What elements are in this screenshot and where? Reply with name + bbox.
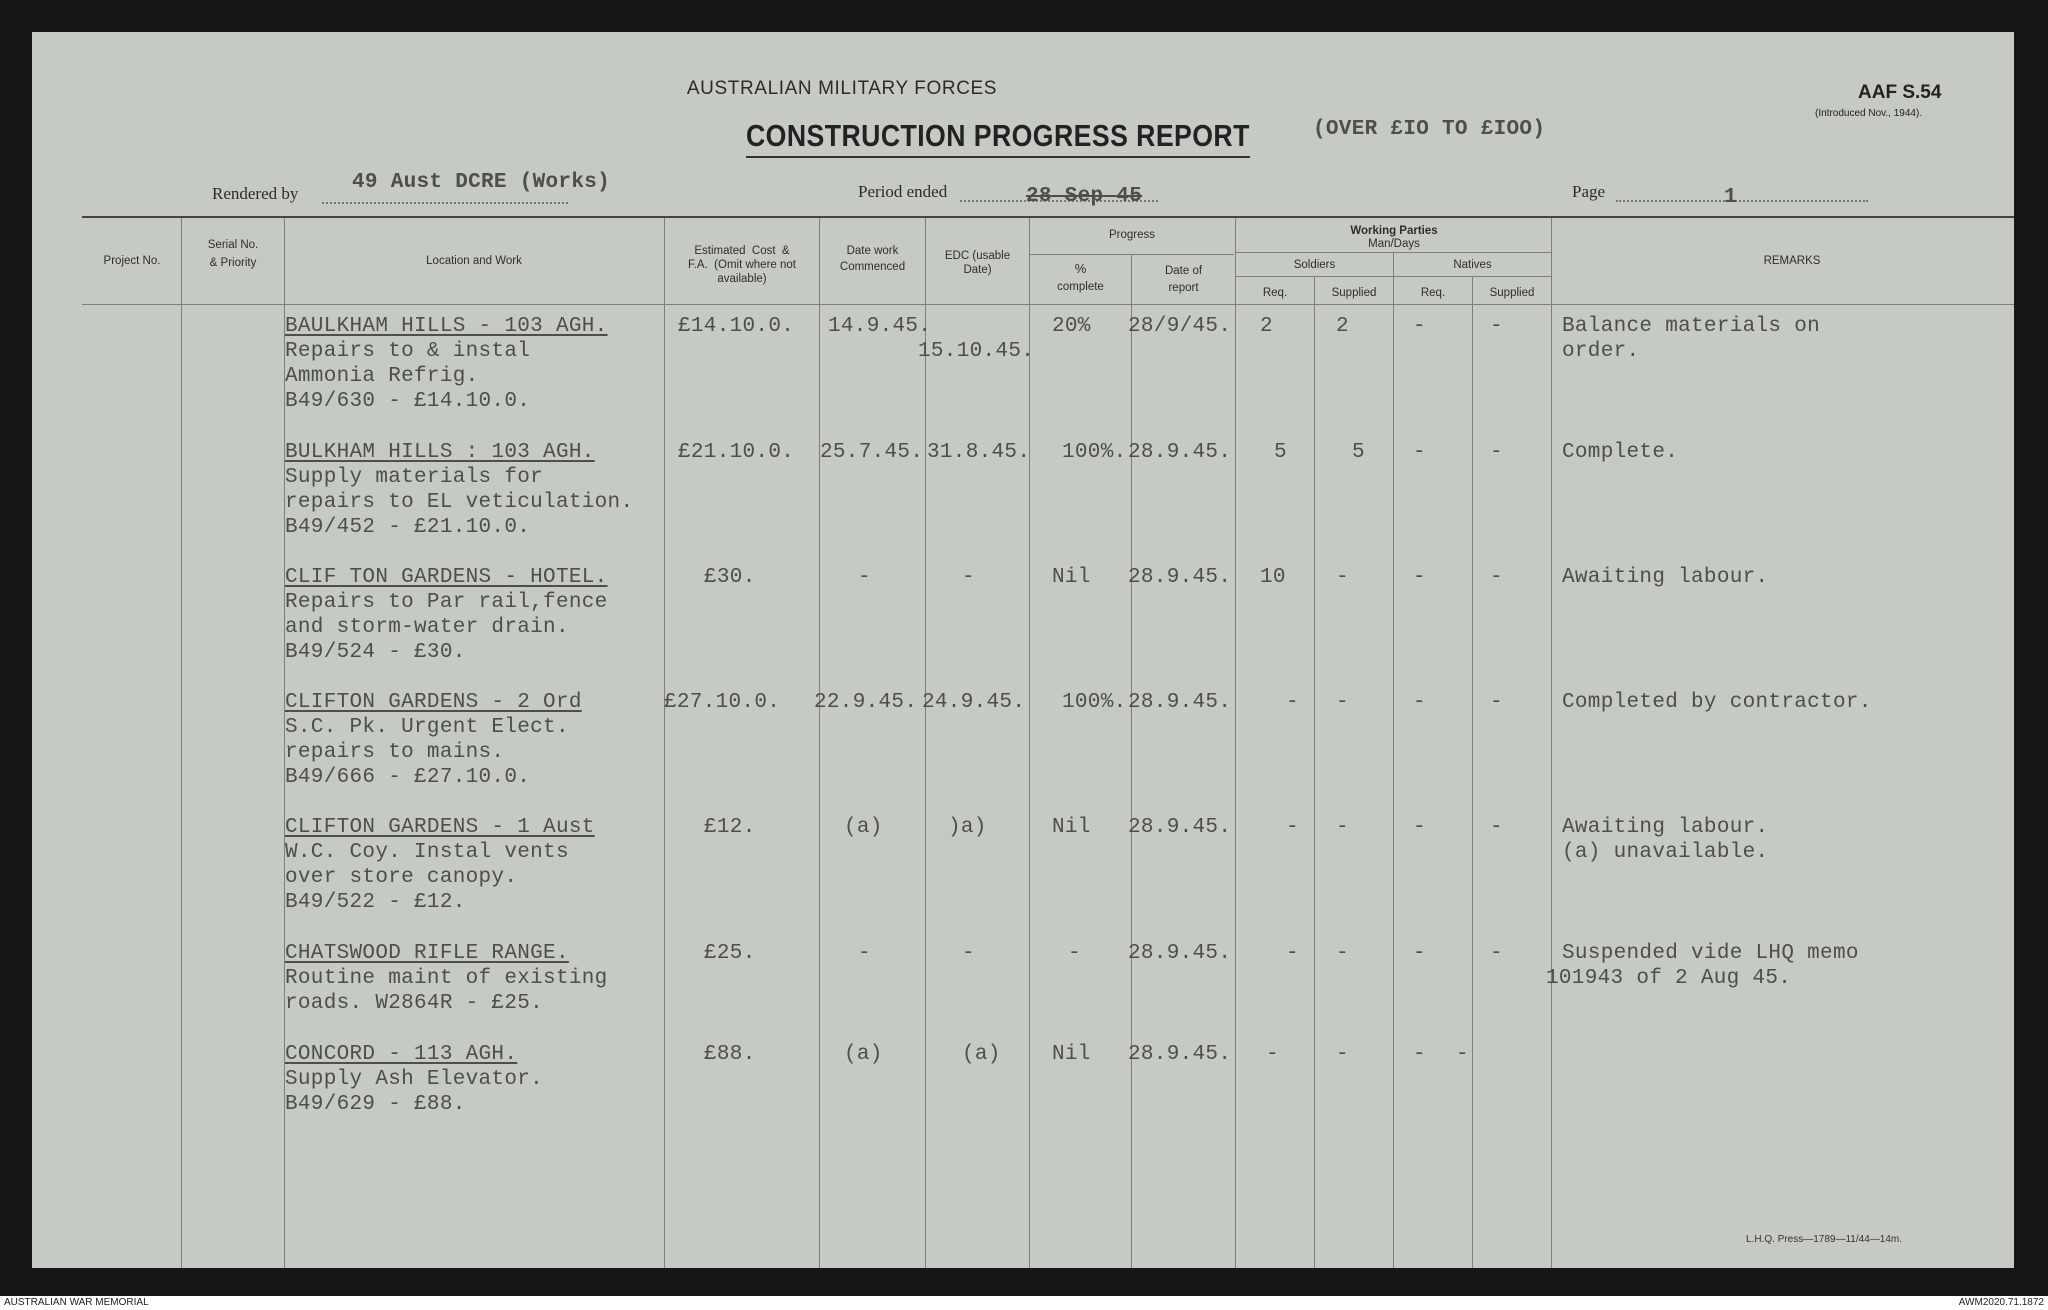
natives-supplied: -: [1490, 816, 1503, 839]
col-header-est-3: available): [717, 273, 767, 285]
header-bottom-rule: [82, 304, 2014, 305]
location-line: Ammonia Refrig.: [285, 365, 479, 388]
natives-req: -: [1413, 315, 1426, 338]
col-header-location: Location and Work: [426, 255, 522, 267]
soldiers-natives-rule: [1236, 276, 1552, 277]
soldiers-supplied: -: [1336, 691, 1349, 714]
estimated-cost: £27.10.0.: [664, 691, 781, 714]
form-sheet: [32, 32, 2014, 1268]
table-top-rule: [82, 216, 2014, 218]
soldiers-supplied: 2: [1336, 315, 1349, 338]
col-header-pct-2: complete: [1057, 281, 1104, 293]
page-value: 1: [1724, 186, 1737, 209]
location-line: roads. W2864R - £25.: [285, 992, 544, 1015]
col-line-3: [664, 218, 665, 1268]
col-header-serial-2: & Priority: [209, 257, 257, 269]
printer-imprint: L.H.Q. Press—1789—11/44—14m.: [1746, 1234, 1902, 1245]
natives-req: -: [1413, 816, 1426, 839]
location-line: Repairs to & instal: [285, 340, 531, 363]
date-commenced: (a): [844, 1043, 883, 1066]
location-line: Supply Ash Elevator.: [285, 1068, 544, 1091]
location-line: and storm-water drain.: [285, 616, 569, 639]
progress-rule: [1030, 254, 1234, 255]
soldiers-supplied: -: [1336, 816, 1349, 839]
col-header-soldiers-req: Req.: [1262, 287, 1288, 299]
location-heading: CLIFTON GARDENS - 2 Ord: [285, 691, 582, 714]
col-header-remarks: REMARKS: [1763, 255, 1821, 267]
rendered-by-value: 49 Aust DCRE (Works): [352, 171, 611, 194]
page-label: Page: [1572, 182, 1606, 201]
col-header-natives: Natives: [1453, 259, 1492, 271]
col-header-working-parties-1: Working Parties: [1350, 225, 1438, 237]
edc-date: (a): [962, 1043, 1001, 1066]
col-header-date-2: report: [1168, 282, 1199, 294]
natives-supplied: -: [1456, 1043, 1469, 1066]
org-name: AUSTRALIAN MILITARY FORCES: [686, 78, 998, 99]
location-line: Supply materials for: [285, 466, 544, 489]
col-line-4: [819, 218, 820, 1268]
natives-req: -: [1413, 691, 1426, 714]
remarks-line: Balance materials on: [1562, 315, 1821, 338]
remarks-line: Complete.: [1562, 441, 1679, 464]
archive-accession: AWM2020.71.1872: [1958, 1297, 2044, 1308]
remarks-line: Awaiting labour.: [1562, 566, 1769, 589]
location-heading: BAULKHAM HILLS - 103 AGH.: [285, 315, 608, 338]
location-line: B49/629 - £88.: [285, 1093, 466, 1116]
location-line: W.C. Coy. Instal vents: [285, 841, 569, 864]
edc-date: -: [962, 942, 975, 965]
percent-complete: 100%.: [1062, 691, 1127, 714]
estimated-cost: £21.10.0.: [678, 441, 795, 464]
percent-complete: Nil: [1052, 816, 1091, 839]
location-line: B49/522 - £12.: [285, 891, 466, 914]
location-heading: CONCORD - 113 AGH.: [285, 1043, 518, 1066]
col-header-natives-req: Req.: [1420, 287, 1446, 299]
natives-req: -: [1413, 566, 1426, 589]
report-date: 28.9.45.: [1128, 942, 1232, 965]
period-label: Period ended: [858, 182, 948, 201]
natives-req: -: [1413, 942, 1426, 965]
location-line: B49/452 - £21.10.0.: [285, 516, 531, 539]
location-line: B49/630 - £14.10.0.: [285, 390, 531, 413]
estimated-cost: £88.: [704, 1043, 756, 1066]
remarks-line: Awaiting labour.: [1562, 816, 1769, 839]
natives-supplied: -: [1490, 691, 1503, 714]
col-header-est-1: Estimated Cost &: [694, 245, 790, 257]
soldiers-supplied: -: [1336, 942, 1349, 965]
date-commenced: -: [858, 942, 871, 965]
report-date: 28.9.45.: [1128, 816, 1232, 839]
col-header-progress: Progress: [1108, 229, 1156, 241]
col-header-pct-1: %: [1074, 261, 1087, 276]
col-header-date-1: Date of: [1164, 265, 1203, 277]
estimated-cost: £14.10.0.: [678, 315, 795, 338]
natives-req: -: [1413, 441, 1426, 464]
col-header-est-2: F.A. (Omit where not: [687, 259, 796, 271]
col-line-9: [1314, 276, 1315, 1268]
natives-supplied: -: [1490, 942, 1503, 965]
natives-supplied: -: [1490, 441, 1503, 464]
report-date: 28.9.45.: [1128, 1043, 1232, 1066]
location-line: B49/666 - £27.10.0.: [285, 766, 531, 789]
report-date: 28.9.45.: [1128, 566, 1232, 589]
edc-date: )a): [948, 816, 987, 839]
col-header-soldiers: Soldiers: [1293, 259, 1336, 271]
soldiers-supplied: -: [1336, 1043, 1349, 1066]
percent-complete: Nil: [1052, 1043, 1091, 1066]
remarks-line: Suspended vide LHQ memo: [1562, 942, 1859, 965]
soldiers-req: -: [1286, 691, 1299, 714]
col-header-commenced-1: Date work: [846, 245, 899, 257]
col-line-10: [1393, 252, 1394, 1268]
estimated-cost: £30.: [704, 566, 756, 589]
archive-credit: AUSTRALIAN WAR MEMORIAL: [4, 1297, 149, 1308]
col-header-edc-1: EDC (usable: [944, 250, 1011, 262]
working-parties-rule: [1236, 252, 1552, 253]
soldiers-req: 2: [1260, 315, 1273, 338]
col-header-working-parties-2: Man/Days: [1368, 238, 1420, 250]
form-title: CONSTRUCTION PROGRESS REPORT: [746, 118, 1250, 158]
estimated-cost: £25.: [704, 942, 756, 965]
col-line-6: [1029, 218, 1030, 1268]
col-header-serial-1: Serial No.: [207, 239, 259, 251]
soldiers-supplied: 5: [1352, 441, 1365, 464]
percent-complete: Nil: [1052, 566, 1091, 589]
percent-complete: -: [1068, 942, 1081, 965]
location-line: repairs to EL veticulation.: [285, 491, 634, 514]
date-commenced: 22.9.45.: [814, 691, 918, 714]
rendered-by-line: [322, 202, 568, 204]
report-date: 28/9/45.: [1128, 315, 1232, 338]
report-date: 28.9.45.: [1128, 691, 1232, 714]
edc-date: 31.8.45.: [927, 441, 1031, 464]
date-commenced: -: [858, 566, 871, 589]
remarks-line: Completed by contractor.: [1562, 691, 1872, 714]
edc-date: -: [962, 566, 975, 589]
percent-complete: 100%.: [1062, 441, 1127, 464]
soldiers-supplied: -: [1336, 566, 1349, 589]
soldiers-req: -: [1266, 1043, 1279, 1066]
remarks-line: (a) unavailable.: [1562, 841, 1769, 864]
estimated-cost: £12.: [704, 816, 756, 839]
col-header-project-no: Project No.: [103, 255, 161, 267]
location-line: over store canopy.: [285, 866, 518, 889]
location-heading: BULKHAM HILLS : 103 AGH.: [285, 441, 595, 464]
location-heading: CLIFTON GARDENS - 1 Aust: [285, 816, 595, 839]
period-value: 28 Sep 45: [1026, 185, 1143, 208]
location-line: repairs to mains.: [285, 741, 505, 764]
col-header-natives-supplied: Supplied: [1489, 287, 1535, 299]
page-line: [1616, 200, 1868, 202]
col-header-soldiers-supplied: Supplied: [1331, 287, 1377, 299]
edc-date: 24.9.45.: [922, 691, 1026, 714]
location-heading: CLIF TON GARDENS - HOTEL.: [285, 566, 608, 589]
location-line: B49/524 - £30.: [285, 641, 466, 664]
remarks-line: order.: [1562, 340, 1640, 363]
col-line-1: [181, 218, 182, 1268]
date-commenced: 25.7.45.: [820, 441, 924, 464]
location-line: Repairs to Par rail,fence: [285, 591, 608, 614]
col-header-edc-2: Date): [963, 264, 992, 276]
col-line-7: [1131, 254, 1132, 1268]
location-line: S.C. Pk. Urgent Elect.: [285, 716, 569, 739]
soldiers-req: 5: [1274, 441, 1287, 464]
natives-supplied: -: [1490, 315, 1503, 338]
natives-supplied: -: [1490, 566, 1503, 589]
soldiers-req: 10: [1260, 566, 1286, 589]
date-commenced: (a): [844, 816, 883, 839]
percent-complete: 20%: [1052, 315, 1091, 338]
title-note: (OVER £IO TO £IOO): [1313, 118, 1546, 141]
report-date: 28.9.45.: [1128, 441, 1232, 464]
col-line-5: [925, 218, 926, 1268]
edc-date: 15.10.45.: [918, 340, 1035, 363]
date-commenced: 14.9.45.: [828, 315, 932, 338]
location-heading: CHATSWOOD RIFLE RANGE.: [285, 942, 569, 965]
col-header-commenced-2: Commenced: [839, 261, 906, 273]
soldiers-req: -: [1286, 816, 1299, 839]
form-code: AAF S.54: [1858, 82, 1942, 103]
rendered-by-label: Rendered by: [212, 184, 299, 203]
col-line-8: [1235, 218, 1236, 1268]
soldiers-req: -: [1286, 942, 1299, 965]
remarks-line: 101943 of 2 Aug 45.: [1546, 967, 1792, 990]
natives-req: -: [1413, 1043, 1426, 1066]
form-introduced: (Introduced Nov., 1944).: [1815, 108, 1923, 119]
location-line: Routine maint of existing: [285, 967, 608, 990]
col-line-11: [1472, 276, 1473, 1268]
col-line-12: [1551, 218, 1552, 1268]
